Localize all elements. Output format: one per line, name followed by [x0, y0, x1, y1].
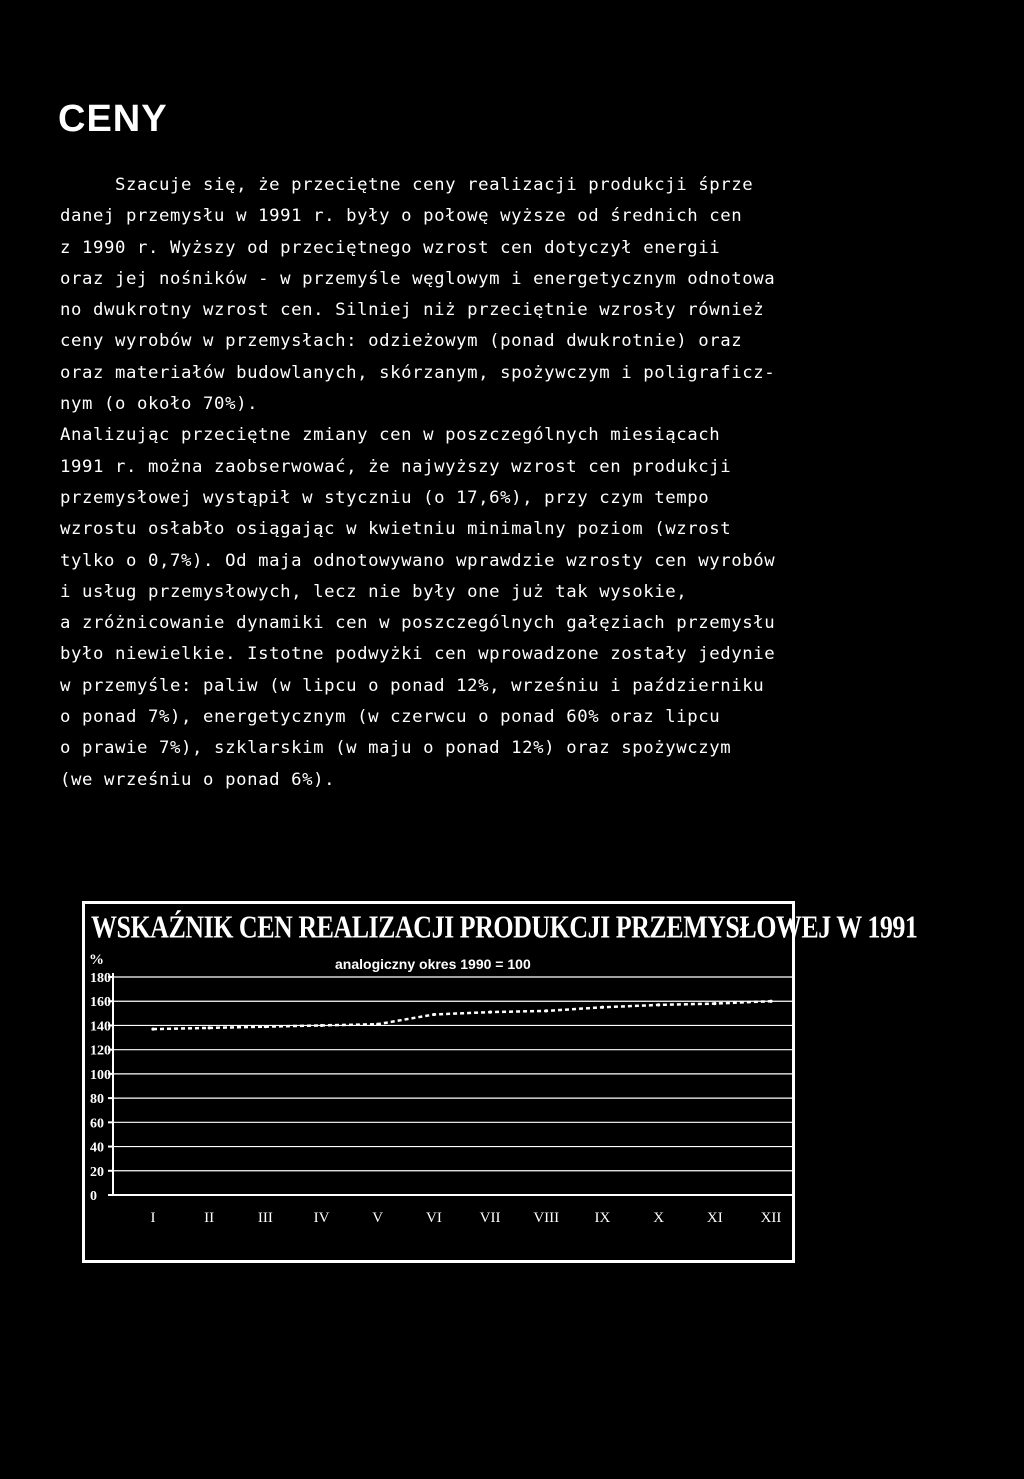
data-point — [264, 1025, 267, 1028]
data-point — [601, 1006, 604, 1009]
y-tick-label: 140 — [90, 1019, 111, 1035]
data-point — [769, 1000, 772, 1003]
x-tick-label: V — [372, 1210, 384, 1226]
data-point — [208, 1026, 211, 1029]
y-tick-label: 180 — [90, 971, 111, 986]
text-line: w przemyśle: paliw (w lipcu o ponad 12%, wrześniu i październiku — [60, 675, 765, 696]
text-line: z 1990 r. Wyższy od przeciętnego wzrost cen dotyczył energii — [60, 237, 721, 258]
chart — [85, 904, 918, 1260]
data-point — [657, 1003, 660, 1006]
x-tick-label: III — [257, 1210, 273, 1226]
text-line: (we wrześniu o ponad 6%). — [60, 769, 336, 790]
page-title: CENY — [58, 98, 168, 140]
y-tick-label: 160 — [90, 995, 111, 1011]
x-tick-label: IX — [594, 1210, 611, 1226]
text-line: no dwukrotny wzrost cen. Silniej niż przeciętnie wzrosły również — [60, 300, 765, 321]
data-point — [713, 1002, 716, 1005]
body-text — [60, 170, 910, 796]
text-line: tylko o 0,7%). Od maja odnotowywano wprawdzie wzrosty cen wyrobów — [60, 550, 776, 571]
y-tick-label: 100 — [90, 1067, 111, 1083]
chart-subtitle: analogiczny okres 1990 = 100 — [335, 956, 531, 972]
x-tick-label: VIII — [533, 1210, 560, 1226]
data-point — [320, 1024, 323, 1027]
data-point — [545, 1009, 548, 1012]
text-line: nym (o około 70%). — [60, 394, 259, 415]
text-line: ceny wyrobów w przemysłach: odzieżowym (ponad dwukrotnie) oraz — [60, 331, 743, 352]
data-point — [151, 1027, 154, 1030]
y-tick-label: 20 — [90, 1164, 104, 1180]
chart-frame — [82, 901, 918, 1263]
text-line: Szacuje się, że przeciętne ceny realizacji produkcji śprze — [60, 175, 754, 195]
x-tick-label: XI — [706, 1210, 723, 1226]
x-tick-label: I — [150, 1210, 156, 1226]
x-tick-label: X — [653, 1210, 665, 1226]
text-line: oraz materiałów budowlanych, skórzanym, spożywczym i poligraficz- — [60, 362, 776, 383]
text-line: przemysłowej wystąpił w styczniu (o 17,6%), przy czym tempo — [60, 487, 710, 508]
data-point — [376, 1023, 379, 1026]
data-point — [488, 1011, 491, 1014]
x-tick-label: II — [204, 1210, 215, 1226]
y-tick-label: 60 — [90, 1116, 104, 1132]
data-point — [432, 1013, 435, 1016]
x-tick-label: XII — [760, 1210, 782, 1226]
x-tick-label: VI — [425, 1210, 442, 1226]
y-tick-label: 40 — [90, 1140, 104, 1156]
text-line: o ponad 7%), energetycznym (w czerwcu o ponad 60% oraz lipcu — [60, 707, 721, 728]
y-tick-label: 80 — [90, 1092, 104, 1108]
text-line: wzrostu osłabło osiągając w kwietniu minimalny poziom (wzrost — [60, 519, 732, 540]
text-line: a zróżnicowanie dynamiki cen w poszczególnych gałęziach przemysłu — [60, 613, 776, 634]
y-tick-label: 0 — [90, 1189, 97, 1204]
text-line: o prawie 7%), szklarskim (w maju o ponad 12%) oraz spożywczym — [60, 738, 732, 759]
text-line: i usług przemysłowych, lecz nie były one już tak wysokie, — [60, 581, 688, 602]
y-axis-label: % — [89, 952, 104, 968]
text-line: oraz jej nośników - w przemyśle węglowym i energetycznym odnotowa — [60, 268, 776, 289]
text-line: danej przemysłu w 1991 r. były o połowę wyższe od średnich cen — [60, 206, 743, 227]
x-tick-label: VII — [479, 1210, 501, 1226]
x-tick-label: IV — [313, 1210, 330, 1226]
text-line: Analizując przeciętne zmiany cen w poszczególnych miesiącach — [60, 425, 721, 446]
text-line: było niewielkie. Istotne podwyżki cen wprowadzone zostały jedynie — [60, 644, 776, 665]
y-tick-label: 120 — [90, 1043, 111, 1059]
text-line: 1991 r. można zaobserwować, że najwyższy wzrost cen produkcji — [60, 456, 732, 477]
chart-title: WSKAŹNIK CEN REALIZACJI PRODUKCJI PRZEMYSŁOWEJ W 1991 — [91, 910, 918, 945]
